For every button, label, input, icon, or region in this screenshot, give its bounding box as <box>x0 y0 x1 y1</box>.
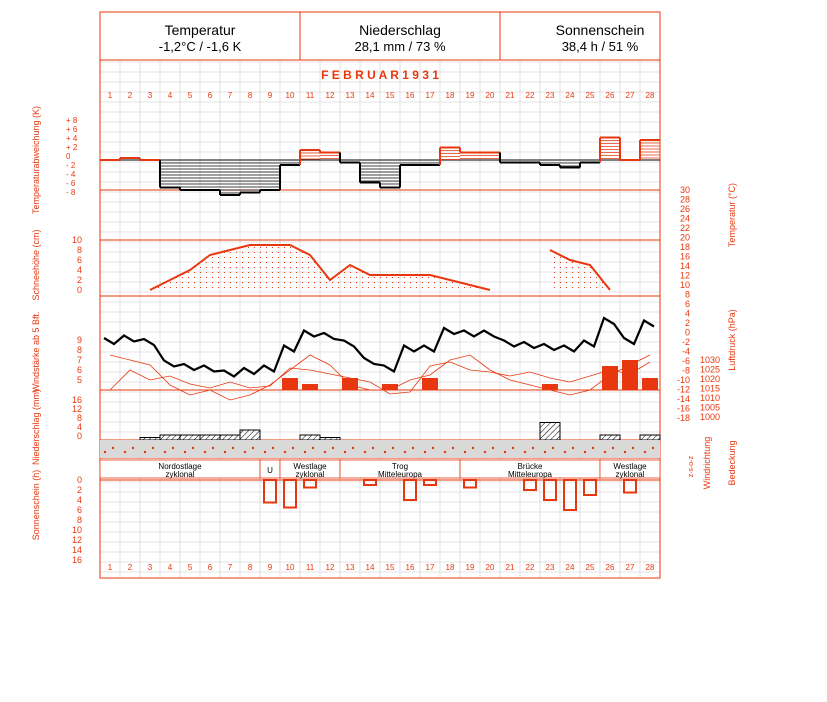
wind-dir-dot <box>652 447 654 449</box>
tick-temperature: -18 <box>676 413 690 423</box>
day-number-bottom: 14 <box>365 563 375 572</box>
precip-bar <box>140 438 160 441</box>
wind-dir-dot <box>132 447 134 449</box>
tick-temp-anomaly: 0 <box>66 152 71 161</box>
wind-dir-dot <box>612 447 614 449</box>
tick-temperature: 28 <box>679 194 690 205</box>
day-number-top: 18 <box>445 91 455 100</box>
day-number-top: 14 <box>365 91 375 100</box>
anomaly-bar <box>380 160 400 188</box>
tick-pressure: 1020 <box>699 374 720 384</box>
wind-dir-dot <box>352 447 354 449</box>
wind-dir-dot <box>312 447 314 449</box>
wind-dir-dot <box>324 451 326 453</box>
tick-snow: 10 <box>71 235 82 245</box>
wind-dir-dot <box>452 447 454 449</box>
axis-title-temperature: Temperatur (°C) <box>727 182 737 248</box>
anomaly-bar <box>320 153 340 161</box>
wind-dir-dot <box>512 447 514 449</box>
day-number-bottom: 28 <box>645 563 655 572</box>
wind-dir-dot <box>492 447 494 449</box>
day-number-bottom: 11 <box>305 563 315 572</box>
wind-dir-dot <box>572 447 574 449</box>
month-title: F E B R U A R 1 9 3 1 <box>321 68 439 82</box>
tick-temperature: 16 <box>679 251 690 262</box>
summary-temperature-label: Temperatur <box>164 22 236 38</box>
tick-temp-anomaly: - 4 <box>66 170 76 179</box>
axis-title-wind: Windstärke ab 5 Bft. <box>31 311 41 393</box>
wind-dir-dot <box>152 447 154 449</box>
wind-dir-dot <box>404 451 406 453</box>
tick-sunshine: 8 <box>76 515 82 525</box>
tick-temperature: 22 <box>679 223 690 233</box>
sunshine-bar <box>404 480 416 500</box>
summary-sunshine-label: Sonnenschein <box>555 22 645 38</box>
weather-type-label: zyklonal <box>295 470 325 479</box>
tick-pressure: 1025 <box>699 364 720 375</box>
wind-dir-dot <box>284 451 286 453</box>
tick-wind: 7 <box>76 355 82 365</box>
anomaly-bar <box>460 153 480 161</box>
axis-title-pressure: Luftdruck (hPa) <box>727 309 737 371</box>
tick-precip: 8 <box>76 413 82 423</box>
wind-dir-dot <box>224 451 226 453</box>
weather-type-label: Trog <box>391 462 409 471</box>
day-number-top: 2 <box>127 91 133 100</box>
cloud-band <box>100 440 660 458</box>
wind-dir-dot <box>532 447 534 449</box>
sunshine-bar <box>364 480 376 485</box>
day-number-bottom: 15 <box>385 563 395 572</box>
day-number-bottom: 9 <box>267 563 273 572</box>
tick-pressure: 1005 <box>699 402 720 413</box>
wind-dir-dot <box>244 451 246 453</box>
tick-temp-anomaly: - 8 <box>66 188 76 197</box>
day-number-top: 27 <box>625 91 635 100</box>
day-number-bottom: 19 <box>465 563 475 572</box>
wind-bar <box>622 360 638 390</box>
summary-temperature-value: -1,2°C / -1,6 K <box>158 39 242 54</box>
day-number-top: 10 <box>285 91 295 100</box>
weather-type-label: U <box>267 466 273 475</box>
wind-dir-dot <box>252 447 254 449</box>
wind-dir-dot <box>424 451 426 453</box>
wind-dir-dot <box>644 451 646 453</box>
tick-temperature: 6 <box>684 299 690 309</box>
axis-title-snow: Schneehöhe (cm) <box>31 229 41 301</box>
day-number-bottom: 5 <box>187 563 193 572</box>
day-number-bottom: 4 <box>167 563 173 572</box>
day-number-bottom: 3 <box>147 563 153 572</box>
wind-dir-dot <box>364 451 366 453</box>
day-number-bottom: 1 <box>107 563 113 572</box>
day-number-bottom: 10 <box>285 563 295 572</box>
day-number-top: 24 <box>565 91 575 100</box>
sunshine-bar <box>544 480 556 500</box>
day-number-bottom: 16 <box>405 563 415 572</box>
tick-temperature: -2 <box>681 337 690 347</box>
day-number-bottom: 13 <box>345 563 355 572</box>
tick-pressure: 1000 <box>699 412 720 422</box>
wind-dir-scale: z-o-s-z <box>687 456 694 478</box>
day-number-top: 25 <box>585 91 595 100</box>
tick-wind: 5 <box>76 375 82 385</box>
tick-temperature: -4 <box>681 346 690 357</box>
weather-type-label: Westlage <box>293 462 327 471</box>
tick-temperature: 12 <box>679 270 690 281</box>
mean-temp-line <box>104 318 654 377</box>
sunshine-bar <box>304 480 316 488</box>
tick-snow: 8 <box>76 245 82 255</box>
tick-sunshine: 6 <box>76 505 82 515</box>
sunshine-bar <box>564 480 576 510</box>
day-number-top: 12 <box>325 91 335 100</box>
tick-precip: 0 <box>76 431 82 441</box>
tick-sunshine: 12 <box>71 535 82 545</box>
wind-dir-dot <box>204 451 206 453</box>
wind-bar <box>422 378 438 390</box>
precip-bar <box>320 438 340 441</box>
precip-bar <box>200 435 220 440</box>
summary-precipitation-label: Niederschlag <box>359 22 441 38</box>
labels <box>31 68 737 572</box>
anomaly-bar <box>360 160 380 183</box>
tick-temperature: 20 <box>679 232 690 243</box>
wind-dir-dot <box>604 451 606 453</box>
wind-dir-dot <box>124 451 126 453</box>
day-number-bottom: 22 <box>525 563 535 572</box>
wind-dir-dot <box>212 447 214 449</box>
day-number-top: 16 <box>405 91 415 100</box>
day-number-top: 3 <box>147 91 153 100</box>
weather-type-label: zyklonal <box>165 470 195 479</box>
weather-type-label: Mitteleuropa <box>507 470 553 479</box>
day-number-top: 17 <box>425 91 435 100</box>
tick-temperature: 26 <box>679 204 690 214</box>
weather-type-label: Mitteleuropa <box>377 470 423 479</box>
tick-temp-anomaly: + 4 <box>66 134 78 143</box>
tick-temperature: 18 <box>679 242 690 252</box>
wind-dir-dot <box>184 451 186 453</box>
day-number-top: 6 <box>207 91 213 100</box>
tick-temp-anomaly: - 6 <box>66 179 76 188</box>
wind-dir-dot <box>104 451 106 453</box>
sunshine-bar <box>424 480 436 485</box>
day-number-bottom: 20 <box>485 563 495 572</box>
wind-dir-dot <box>524 451 526 453</box>
wind-dir-dot <box>392 447 394 449</box>
day-number-top: 26 <box>605 91 615 100</box>
tick-temperature: 0 <box>684 327 690 338</box>
tick-wind: 8 <box>76 345 82 355</box>
day-number-top: 5 <box>187 91 193 100</box>
wind-dir-dot <box>272 447 274 449</box>
weather-type-label: Brücke <box>517 462 543 471</box>
tick-snow: 2 <box>76 275 82 285</box>
tick-wind: 9 <box>76 335 82 345</box>
tick-sunshine: 2 <box>76 485 82 495</box>
wind-dir-dot <box>432 447 434 449</box>
tick-temp-anomaly: + 2 <box>66 143 78 152</box>
day-number-top: 19 <box>465 91 475 100</box>
wind-bar <box>642 378 658 390</box>
day-number-bottom: 23 <box>545 563 555 572</box>
wind-dir-dot <box>292 447 294 449</box>
tick-temp-anomaly: - 2 <box>66 161 76 170</box>
day-number-bottom: 18 <box>445 563 455 572</box>
day-number-top: 28 <box>645 91 655 100</box>
axis-title-sunshine: Sonnenschein (h) <box>31 469 41 541</box>
tick-sunshine: 10 <box>71 525 82 535</box>
day-number-top: 20 <box>485 91 495 100</box>
anomaly-bar <box>300 150 320 160</box>
tick-precip: 12 <box>71 404 82 414</box>
tick-temperature: -10 <box>676 375 690 385</box>
tick-temperature: 8 <box>684 289 690 300</box>
day-number-bottom: 25 <box>585 563 595 572</box>
tick-temperature: 24 <box>679 213 690 224</box>
sunshine-bar <box>524 480 536 490</box>
wind-dir-dot <box>112 447 114 449</box>
day-number-bottom: 2 <box>127 563 133 572</box>
day-number-top: 1 <box>107 91 113 100</box>
tick-temperature: 10 <box>679 280 690 290</box>
wind-dir-dot <box>464 451 466 453</box>
day-number-top: 4 <box>167 91 173 100</box>
day-number-top: 23 <box>545 91 555 100</box>
anomaly-bar <box>560 160 580 168</box>
tick-pressure: 1015 <box>699 383 720 394</box>
anomaly-bar <box>240 160 260 193</box>
sunshine-bar <box>264 480 276 503</box>
tick-pressure: 1030 <box>699 355 720 365</box>
tick-temp-anomaly: + 8 <box>66 116 78 125</box>
tick-temperature: 30 <box>679 185 690 195</box>
day-number-bottom: 6 <box>207 563 213 572</box>
wind-dir-dot <box>484 451 486 453</box>
wind-dir-dot <box>444 451 446 453</box>
tick-precip: 16 <box>71 395 82 405</box>
tick-sunshine: 0 <box>76 475 82 485</box>
day-number-top: 22 <box>525 91 535 100</box>
precip-bar <box>640 435 660 440</box>
weather-type-label: zyklonal <box>615 470 645 479</box>
wind-dir-dot <box>504 451 506 453</box>
day-number-bottom: 12 <box>325 563 335 572</box>
weather-type-label: Nordostlage <box>158 462 202 471</box>
day-number-bottom: 27 <box>625 563 635 572</box>
day-number-top: 9 <box>267 91 273 100</box>
precip-bar <box>160 435 180 440</box>
tick-wind: 6 <box>76 365 82 375</box>
tick-snow: 4 <box>76 265 82 275</box>
precip-bar <box>300 435 320 440</box>
tick-temperature: -6 <box>681 356 690 366</box>
precip-bar <box>220 435 240 440</box>
anomaly-bar <box>600 138 620 161</box>
sunshine-bar <box>464 480 476 488</box>
anomaly-bar <box>480 153 500 161</box>
tick-temperature: 14 <box>679 261 690 271</box>
wind-dir-dot <box>164 451 166 453</box>
wind-bar <box>282 378 298 390</box>
day-number-top: 15 <box>385 91 395 100</box>
wind-bar <box>542 384 558 390</box>
tick-sunshine: 14 <box>71 545 82 555</box>
wind-dir-dot <box>332 447 334 449</box>
tick-temp-anomaly: + 6 <box>66 125 78 134</box>
axis-title-cloud: Bedeckung <box>727 440 737 486</box>
wind-dir-dot <box>624 451 626 453</box>
tick-temperature: 4 <box>684 308 690 319</box>
precip-bar <box>540 423 560 441</box>
wind-bar <box>302 384 318 390</box>
tick-temperature: -8 <box>681 365 690 376</box>
tick-snow: 0 <box>76 285 82 295</box>
axis-title-temp-anomaly: Temperaturabweichung (K) <box>31 105 41 215</box>
summary-sunshine-value: 38,4 h / 51 % <box>561 39 639 54</box>
tick-sunshine: 4 <box>76 495 82 505</box>
day-number-bottom: 21 <box>505 563 515 572</box>
tick-temperature: -14 <box>676 394 690 404</box>
wind-dir-dot <box>584 451 586 453</box>
day-number-bottom: 7 <box>227 563 233 572</box>
day-number-bottom: 24 <box>565 563 575 572</box>
wind-dir-dot <box>384 451 386 453</box>
tick-pressure: 1010 <box>699 393 720 403</box>
axis-title-wind-dir: Windrichtung <box>702 436 712 490</box>
tick-temperature: -16 <box>676 403 690 414</box>
wind-dir-dot <box>192 447 194 449</box>
day-number-bottom: 26 <box>605 563 615 572</box>
tick-precip: 4 <box>76 422 82 432</box>
wind-dir-dot <box>592 447 594 449</box>
wind-dir-dot <box>632 447 634 449</box>
tick-sunshine: 16 <box>71 555 82 565</box>
wind-dir-dot <box>472 447 474 449</box>
precip-bar <box>240 430 260 440</box>
sunshine-bar <box>284 480 296 508</box>
day-number-bottom: 17 <box>425 563 435 572</box>
summary-precipitation-value: 28,1 mm / 73 % <box>354 39 446 54</box>
tick-snow: 6 <box>76 255 82 265</box>
wind-dir-dot <box>544 451 546 453</box>
day-number-top: 11 <box>305 91 315 100</box>
wind-dir-dot <box>564 451 566 453</box>
wind-dir-dot <box>412 447 414 449</box>
wind-dir-dot <box>232 447 234 449</box>
day-number-top: 8 <box>247 91 253 100</box>
anomaly-bar <box>160 160 180 188</box>
wind-dir-dot <box>552 447 554 449</box>
wind-dir-dot <box>172 447 174 449</box>
axis-title-precip: Niederschlag (mm) <box>31 388 41 466</box>
day-number-top: 13 <box>345 91 355 100</box>
wind-dir-dot <box>144 451 146 453</box>
day-number-top: 7 <box>227 91 233 100</box>
tick-temperature: 2 <box>684 318 690 328</box>
wind-dir-dot <box>372 447 374 449</box>
wind-dir-dot <box>264 451 266 453</box>
tick-temperature: -12 <box>676 384 690 395</box>
day-number-top: 21 <box>505 91 515 100</box>
precip-bar <box>600 435 620 440</box>
wind-dir-dot <box>304 451 306 453</box>
weather-type-label: Westlage <box>613 462 647 471</box>
wind-dir-dot <box>344 451 346 453</box>
precip-bar <box>180 435 200 440</box>
day-number-bottom: 8 <box>247 563 253 572</box>
